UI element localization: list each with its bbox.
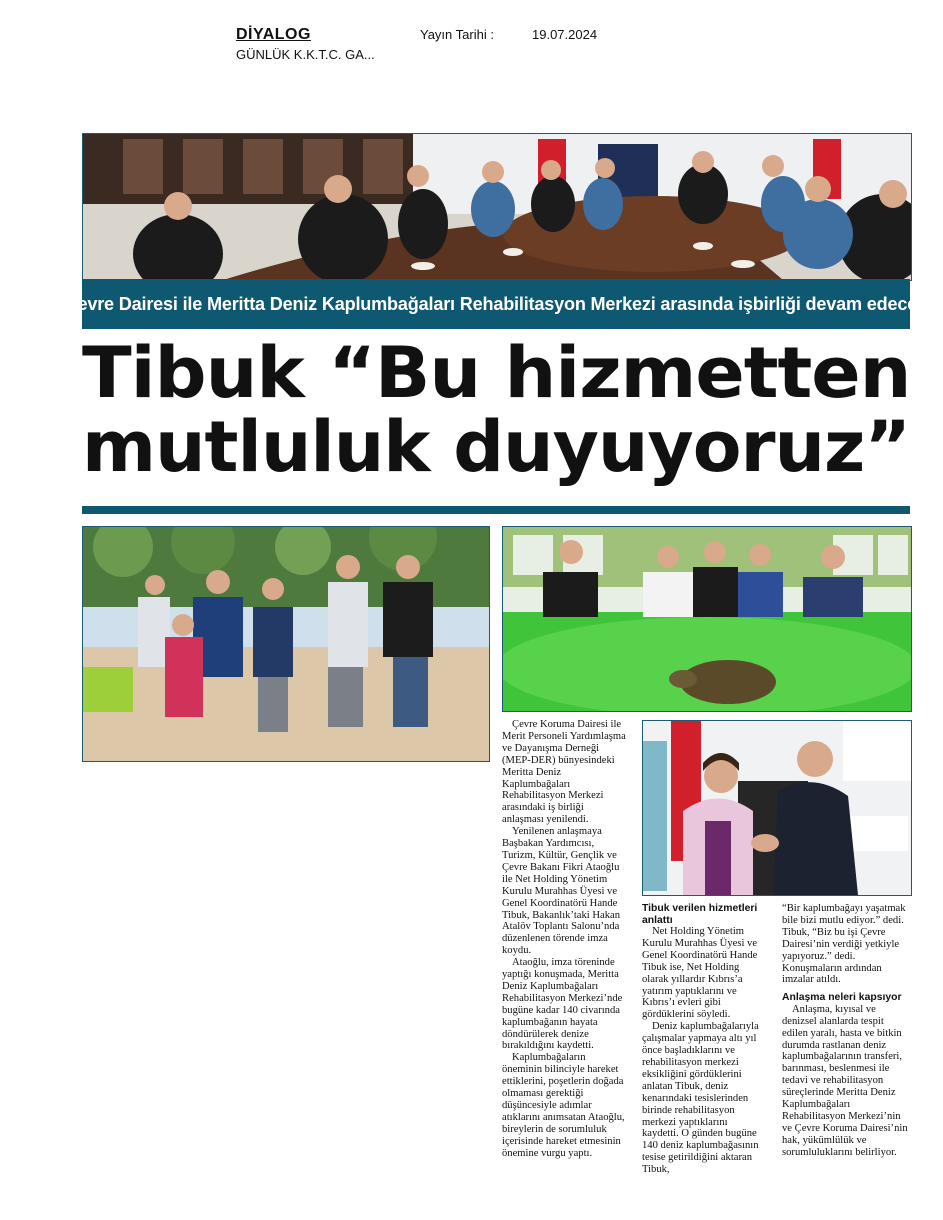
col3-paragraph-4: Anlaşma, kıyısal ve denizsel alanlarda tespit edilen yaralı, hasta ve bitkin durumda rastlanan deniz kaplumbağalarının transferi, barınması, beslenmesi ile tedavi ve rehabilitasyon süreçlerinde Meritta Deniz Kaplumbağaları Rehabilitasyon Merkezi’nin ve Çevre Koruma Dairesi’nin hak, yükümlülük ve sorumluluklarını belirliyor. [782, 1003, 908, 1158]
headline-line-1: Tibuk “Bu hizmetten [82, 332, 911, 414]
beach-photo [82, 526, 490, 762]
photo-caption-banner [64, 279, 928, 329]
meeting-photo [82, 133, 912, 281]
col3-paragraph-2: Tibuk, “Biz bu işi Çevre Dairesi’nin verdiği yetkiyle yapıyoruz.” dedi. [782, 926, 900, 962]
col1-paragraph-1: Çevre Koruma Dairesi ile Merit Personeli Yardımlaşma ve Dayanışma Derneği (MEP-DER) bünyesindeki Meritta Deniz Kaplumbağaları Rehabilitasyon Merkezi arasındaki iş birliği anlaşması yenilendi. [502, 719, 626, 826]
publication-subtitle: GÜNLÜK K.K.T.C. GA... [236, 47, 375, 62]
article-column-2 [642, 903, 766, 1176]
banner-text: Çevre Dairesi ile Meritta Deniz Kaplumbağaları Rehabilitasyon Merkezi arasında işbirliği devam edecek [64, 293, 928, 314]
handshake-photo [642, 720, 912, 896]
article-column-1 [502, 719, 626, 1160]
col2-subheading: Tibuk verilen hizmetleri anlattı [642, 903, 758, 926]
col3-subheading: Anlaşma neleri kapsıyor [782, 992, 902, 1004]
publication-name: DİYALOG [236, 26, 311, 43]
col1-paragraph-2: Yenilenen anlaşmaya Başbakan Yardımcısı, Turizm, Kültür, Gençlik ve Çevre Bakanı Fikri Ataoğlu ile Net Holding Yönetim Kurulu Murahhas Üyesi ve Genel Koordinatörü Hande Tibuk, Bakanlık’taki Hakan Atalöv Toplantı Salonu’nda düzenlenen törende imza koydu. [502, 826, 620, 957]
col1-paragraph-3: Ataoğlu, imza töreninde yaptığı konuşmada, Meritta Deniz Kaplumbağaları Rehabilitasyon Merkezi’nde bugüne kadar 140 civarında kaplumbağanın hayata döndürülerek denize bırakıldığını kaydetti. [502, 957, 623, 1052]
headline-rule [82, 506, 910, 514]
col1-paragraph-4: Kaplumbağaların öneminin bilinciyle hareket ettiklerini, poşetlerin doğada olmaması gerektiği düşüncesiyle adımlar atıklarını anımsatan Ataoğlu, bireylerin de sorumluluk içerisinde hareket etmesinin önemine vurgu yaptı. [502, 1052, 625, 1159]
turtle-tank-photo [502, 526, 912, 712]
col3-paragraph-1: “Bir kaplumbağayı yaşatmak bile bizi mutlu ediyor.” dedi. [782, 903, 906, 926]
headline-line-2: mutluluk duyuyoruz” [82, 406, 911, 488]
date-value: 19.07.2024 [532, 27, 598, 42]
article-column-3 [782, 903, 910, 1159]
date-label: Yayın Tarihi : [420, 27, 494, 42]
headline [82, 332, 911, 488]
col2-paragraph-2: Deniz kaplumbağalarıyla çalışmalar yapmaya altı yıl önce başladıklarını ve rehabilitasyon merkezi eksikliğini gördüklerini anlatan Tibuk, deniz kenarındaki tesislerinden birinde rehabilitasyon merkezi yaptıklarını kaydetti. O günden bugüne 140 deniz kaplumbağasının tesise getirildiğini aktaran Tibuk, [642, 1021, 759, 1176]
col2-paragraph-1: Net Holding Yönetim Kurulu Murahhas Üyesi ve Genel Koordinatörü Hande Tibuk ise, Net Holding olarak yıllardır Kıbrıs’a yatırım yaptıklarını ve Kıbrıs’ı evleri gibi gördüklerini söyledi. [642, 926, 758, 1021]
col3-paragraph-3: Konuşmaların ardından imzalar atıldı. [782, 962, 882, 986]
